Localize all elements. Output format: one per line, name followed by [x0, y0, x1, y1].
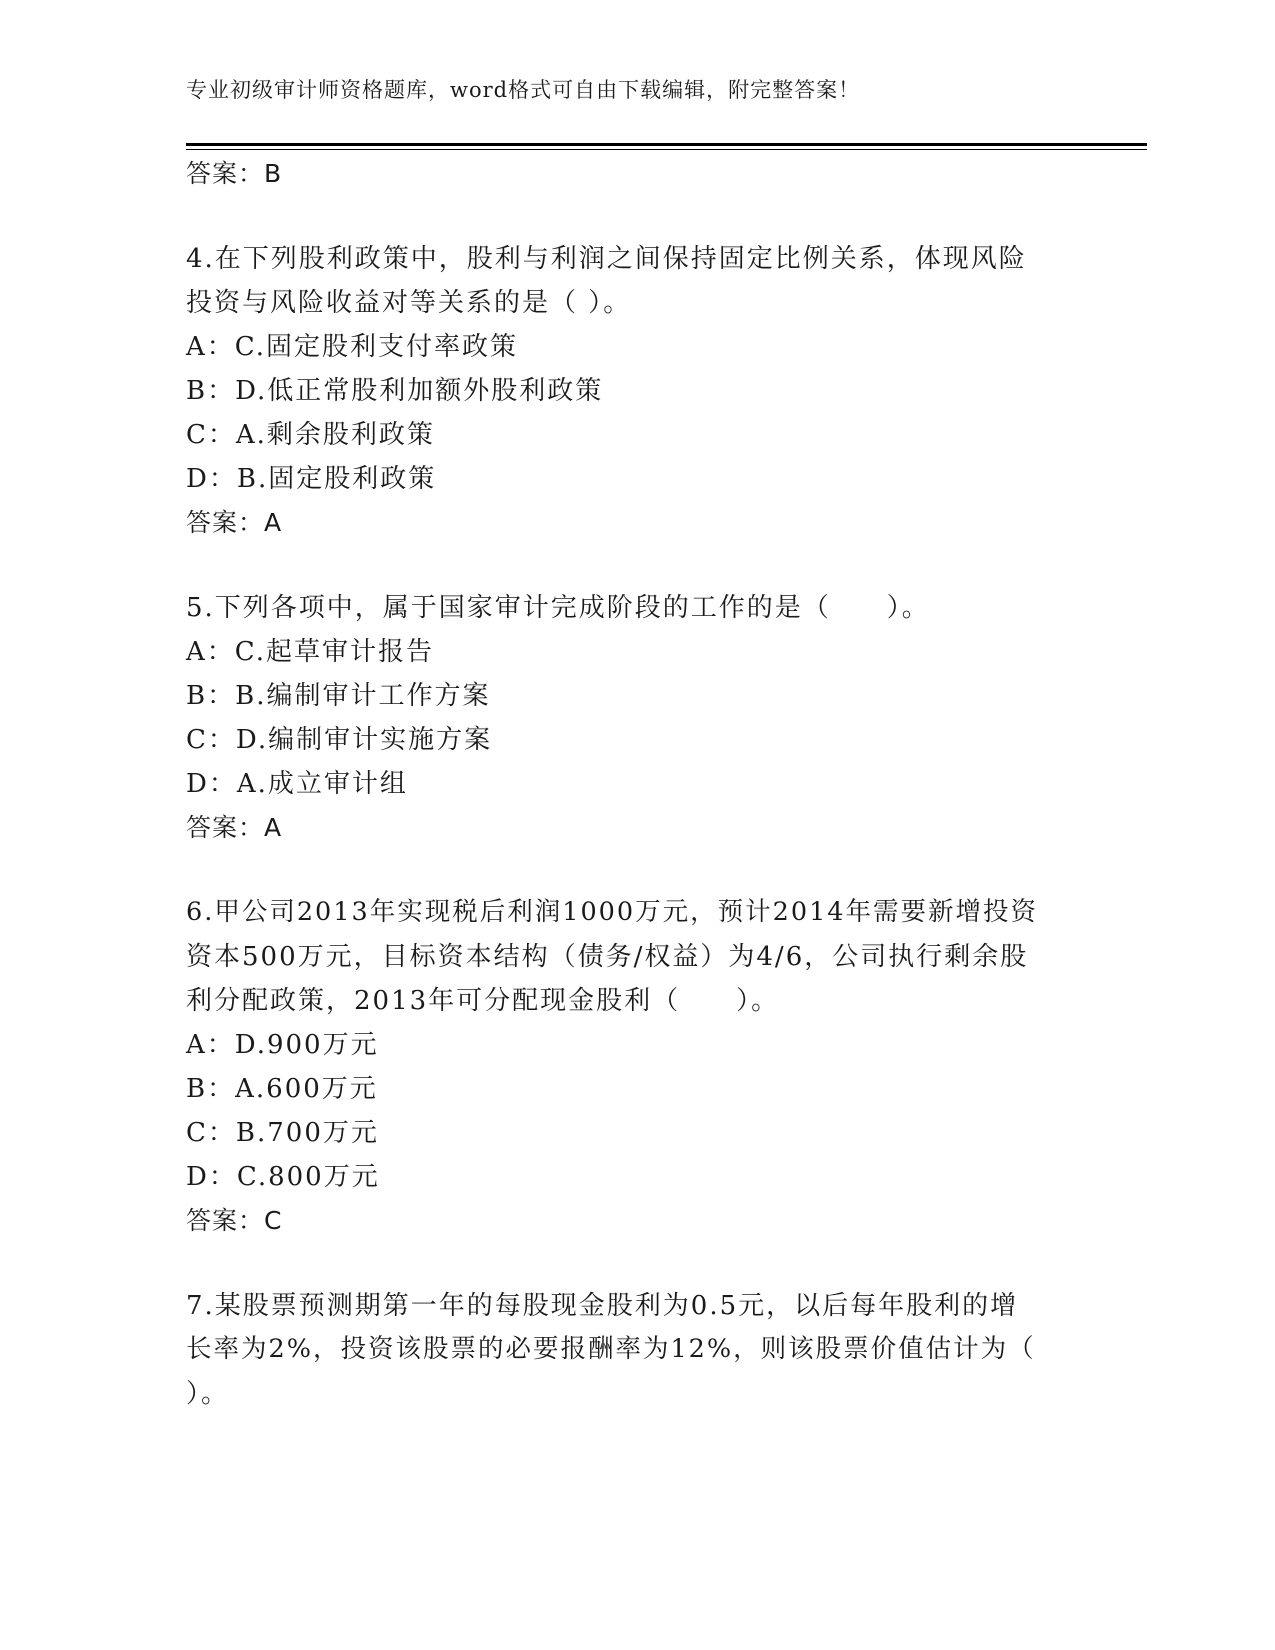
answer-line: 答案：A [186, 508, 283, 537]
option-b: B：B.编制审计工作方案 [186, 681, 491, 711]
question-stem-line: 4.在下列股利政策中，股利与利润之间保持固定比例关系，体现风险 [186, 244, 1027, 274]
option-a: A：D.900万元 [186, 1030, 379, 1060]
option-c: C：B.700万元 [186, 1118, 379, 1148]
option-a: A：C.固定股利支付率政策 [186, 332, 519, 362]
option-d: D：B.固定股利政策 [186, 464, 437, 494]
option-b: B：A.600万元 [186, 1074, 378, 1104]
answer-line: 答案：A [186, 813, 283, 842]
header-rule-thick [186, 143, 1147, 146]
option-d: D：A.成立审计组 [186, 769, 408, 799]
question-stem-line: 5.下列各项中，属于国家审计完成阶段的工作的是（ ）。 [186, 593, 930, 623]
header-rule-thin [186, 149, 1147, 150]
option-c: C：D.编制审计实施方案 [186, 725, 493, 755]
answer-line: 答案：B [186, 159, 283, 188]
page-header: 专业初级审计师资格题库，word格式可自由下载编辑，附完整答案！ [186, 78, 861, 102]
option-b: B：D.低正常股利加额外股利政策 [186, 376, 604, 406]
question-stem-line: 利分配政策，2013年可分配现金股利（ ）。 [186, 986, 780, 1016]
option-c: C：A.剩余股利政策 [186, 420, 435, 450]
answer-line: 答案：C [186, 1206, 283, 1235]
question-stem-line: ）。 [186, 1379, 230, 1409]
question-stem-line: 资本500万元，目标资本结构（债务/权益）为4/6，公司执行剩余股 [186, 942, 1029, 972]
question-stem-line: 长率为2%，投资该股票的必要报酬率为12%，则该股票价值估计为（ [186, 1334, 1036, 1364]
question-stem-line: 7.某股票预测期第一年的每股现金股利为0.5元，以后每年股利的增 [186, 1291, 1019, 1321]
option-d: D：C.800万元 [186, 1162, 380, 1192]
option-a: A：C.起草审计报告 [186, 637, 435, 667]
question-stem-line: 投资与风险收益对等关系的是（ ）。 [186, 288, 632, 318]
question-stem-line: 6.甲公司2013年实现税后利润1000万元，预计2014年需要新增投资 [186, 897, 1039, 927]
